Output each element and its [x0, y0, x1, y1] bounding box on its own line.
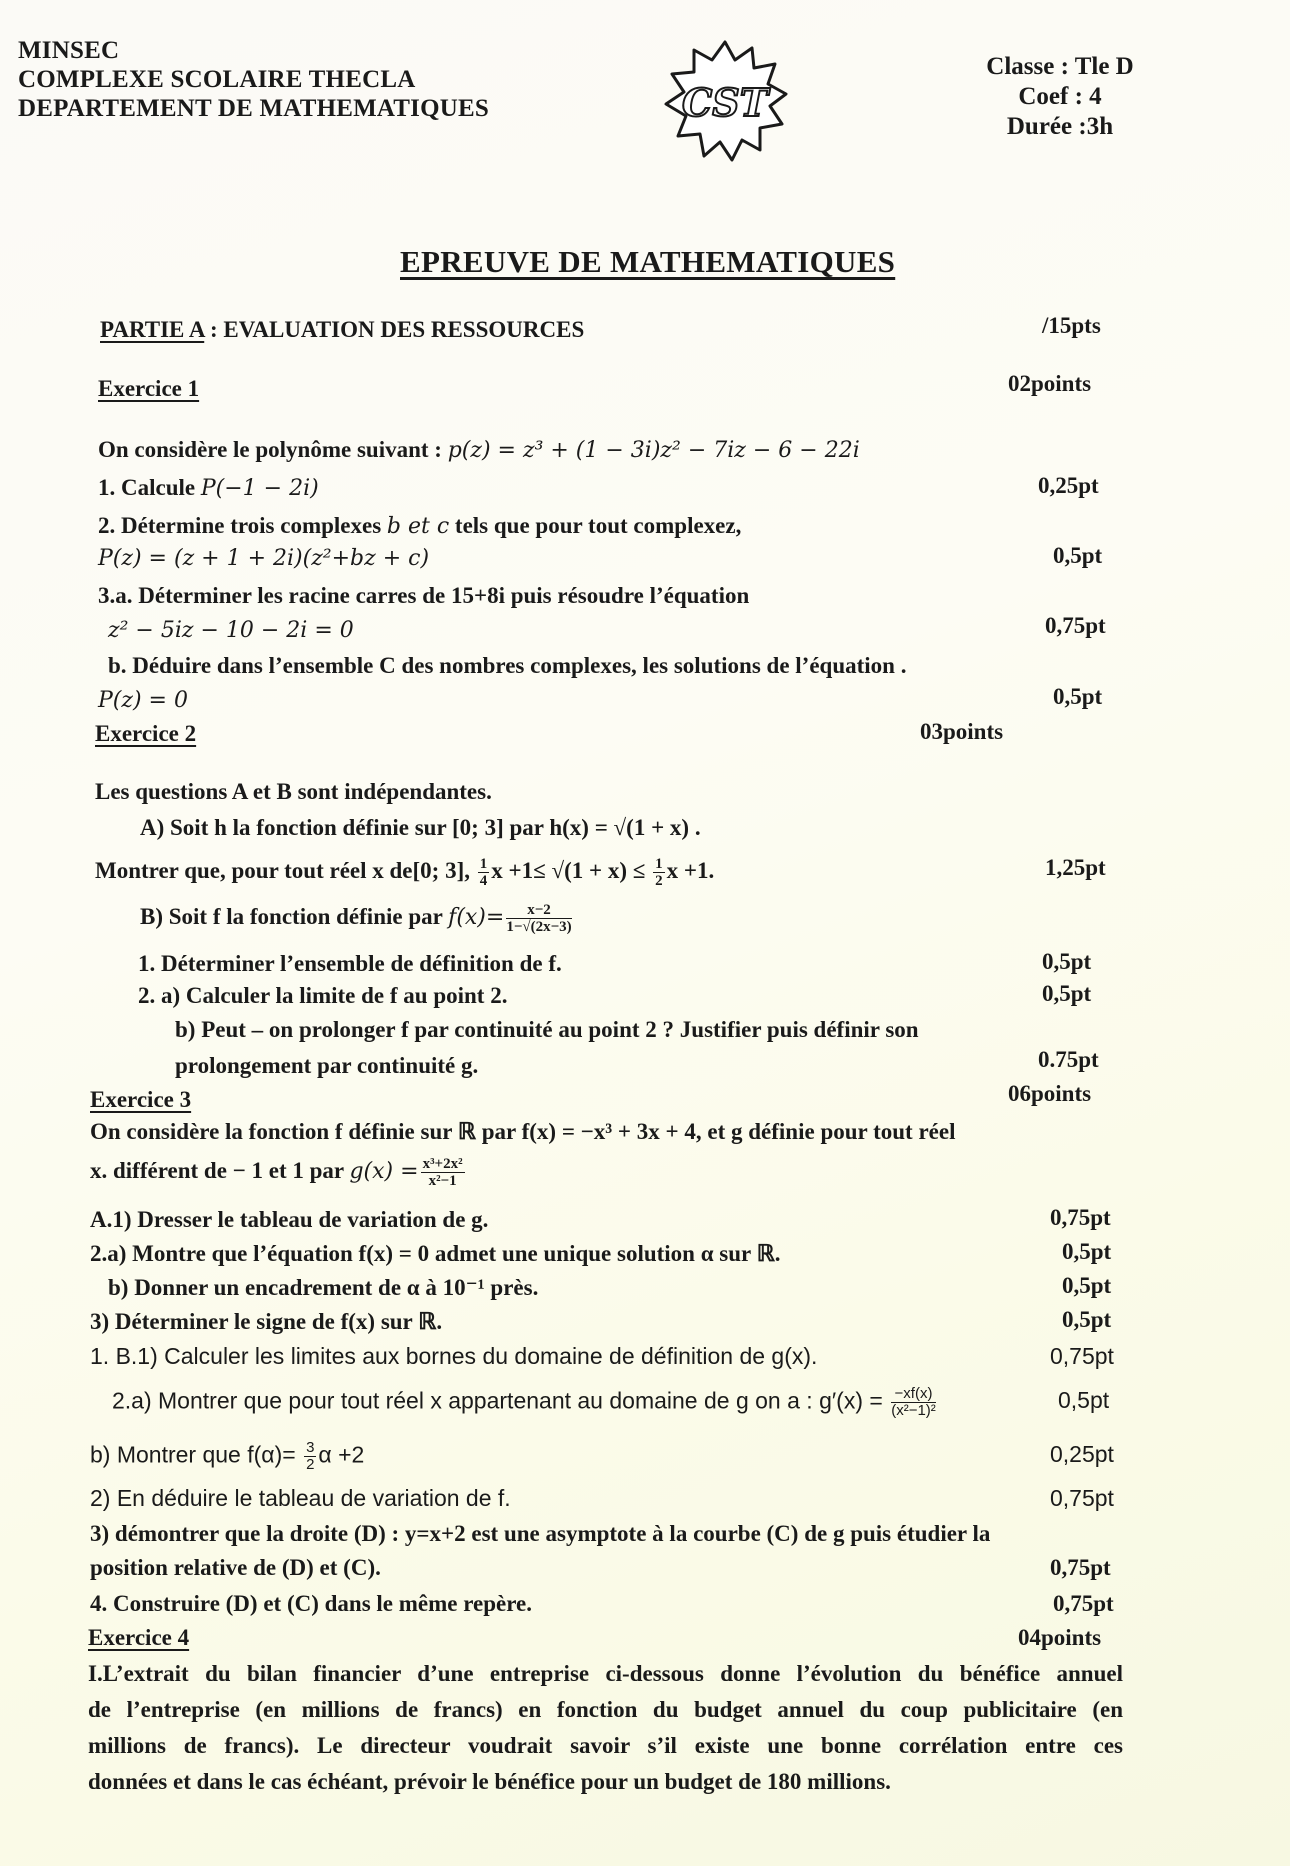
- ex1-q3b-eq: P(z) = 0: [98, 688, 188, 713]
- exercise-1-points: 02points: [1008, 371, 1092, 396]
- class-label: Classe : Tle D: [986, 53, 1134, 80]
- frac-num: x³+2x²: [422, 1156, 463, 1172]
- ex2-b-text: B) Soit f la fonction définie par: [140, 903, 449, 929]
- ex2-part-b: [140, 902, 574, 935]
- frac-num: x−2: [506, 902, 571, 919]
- ex3-item-b3-points: 0,75pt: [1050, 1485, 1114, 1511]
- exercise-2-points: 03points: [920, 719, 1004, 744]
- exercise-3-title: Exercice 3: [90, 1087, 192, 1112]
- ex3-intro-line2: [90, 1156, 467, 1189]
- ex1-q2-text: 2. Détermine trois complexes: [98, 513, 387, 538]
- ex3-b2b-after: α +2: [318, 1441, 365, 1468]
- ex3-item-b2a-points: 0,5pt: [1058, 1387, 1110, 1413]
- ex1-polynomial: p(z) = z³ + (1 − 3i)z² − 7iz − 6 − 22i: [447, 438, 860, 463]
- svg-text:CST: CST: [682, 80, 768, 125]
- ex3-item-b1-points: 0,75pt: [1050, 1343, 1114, 1369]
- frac-num: 1: [479, 856, 488, 872]
- ex4-para-line4: données et dans le cas échéant, prévoir le bénéfice pour un budget de 180 millions.: [88, 1769, 891, 1794]
- fraction: [421, 1156, 465, 1189]
- ex1-q3a: 3.a. Déterminer les racine carres de 15+8i puis résoudre l’équation: [98, 583, 750, 608]
- frac-num: −xf(x): [891, 1386, 936, 1403]
- ex1-q3a-eq: z² − 5iz − 10 − 2i = 0: [108, 618, 354, 643]
- ex2-q2b-line2: prolongement par continuité g.: [175, 1053, 479, 1078]
- ex1-q3b-points: 0,5pt: [1053, 684, 1103, 709]
- ex3-item-b4-points: 0,75pt: [1050, 1555, 1111, 1580]
- fraction: [653, 856, 665, 889]
- fraction: [304, 1440, 316, 1473]
- ex3-item-b2a: [112, 1386, 938, 1419]
- exercise-3-points: 06points: [1008, 1081, 1092, 1106]
- ex1-q1-text: 1. Calcule: [98, 475, 201, 500]
- ex3-b2b-text: b) Montrer que f(α)=: [90, 1441, 303, 1468]
- ex2-a-end: x +1.: [666, 857, 715, 883]
- section-heading: [100, 316, 584, 344]
- ex3-item-a1-points: 0,75pt: [1050, 1205, 1111, 1230]
- ex3-item-a1: A.1) Dresser le tableau de variation de g.: [90, 1207, 489, 1232]
- exercise-4-points: 04points: [1018, 1625, 1102, 1650]
- ex2-q2b-line1: b) Peut – on prolonger f par continuité au point 2 ? Justifier puis définir son: [175, 1017, 919, 1042]
- ex1-q2-rest: tels que pour tout complexez,: [449, 513, 742, 538]
- ex4-para-line1: I.L’extrait du bilan financier d’une entreprise ci-dessous donne l’évolution du bénéfice annuel: [88, 1661, 1123, 1686]
- ex4-para-line3: millions de francs). Le directeur voudrait savoir s’il existe une bonne corrélation entre ces: [88, 1733, 1123, 1758]
- ex2-part-a: A) Soit h la fonction définie sur [0; 3] par h(x) = √(1 + x) .: [140, 815, 701, 840]
- ex2-q2a: 2. a) Calculer la limite de f au point 2.: [138, 983, 508, 1008]
- frac-den: (x²−1)²: [891, 1402, 936, 1419]
- ex3-item-3: 3) Déterminer le signe de f(x) sur ℝ.: [90, 1309, 443, 1334]
- ex1-q3a-equation: [108, 616, 354, 645]
- fraction: [478, 856, 490, 889]
- ex1-intro: [98, 436, 860, 465]
- section-label: PARTIE A: [100, 317, 205, 342]
- frac-num: 1: [655, 856, 663, 872]
- page-title: EPREUVE DE MATHEMATIQUES: [400, 244, 896, 279]
- ex3-b2a-text: 2.a) Montrer que pour tout réel x appartenant au domaine de g on a : g′(x) =: [112, 1387, 890, 1414]
- ex3-item-b2b-points: 0,25pt: [1050, 1441, 1114, 1467]
- frac-den: 2: [306, 1456, 315, 1473]
- ex1-q2-points: 0,5pt: [1053, 543, 1103, 568]
- ex4-para-line2: de l’entreprise (en millions de francs) en fonction du budget annuel du coup publicitaire (en: [88, 1697, 1123, 1722]
- ex3-item-b2b: [90, 1440, 364, 1473]
- ex3-item-2b-points: 0,5pt: [1062, 1273, 1112, 1298]
- ex3-g-eq: g(x) =: [349, 1158, 419, 1184]
- frac-den: 4: [479, 873, 488, 889]
- ex3-intro-line1: On considère la fonction f définie sur ℝ par f(x) = −x³ + 3x + 4, et g définie pour tout réel: [90, 1119, 956, 1144]
- school-logo: [660, 36, 790, 166]
- ex1-q2-equation: [98, 544, 429, 573]
- ex2-a-mid: x +1≤ √(1 + x) ≤: [491, 857, 652, 883]
- ex1-q3a-points: 0,75pt: [1045, 613, 1106, 638]
- ex3-intro2-text: x. différent de − 1 et 1 par: [90, 1157, 350, 1183]
- ex3-item-2a-points: 0,5pt: [1062, 1239, 1112, 1264]
- frac-den: x²−1: [428, 1173, 457, 1189]
- fraction: [506, 902, 571, 935]
- sun-badge-icon: [660, 36, 790, 166]
- fraction: [891, 1386, 936, 1419]
- ex1-q3b-equation: [98, 686, 188, 715]
- exercise-4-title: Exercice 4: [88, 1625, 190, 1650]
- ex1-q2-eq: P(z) = (z + 1 + 2i)(z²+bz + c): [98, 546, 430, 571]
- frac-num: 3: [306, 1439, 315, 1456]
- ex3-item-3-points: 0,5pt: [1062, 1307, 1112, 1332]
- ex2-a-text: Montrer que, pour tout réel x de[0; 3],: [95, 857, 476, 883]
- duration-label: Durée :3h: [1006, 113, 1114, 140]
- ex1-q3b: b. Déduire dans l’ensemble C des nombres complexes, les solutions de l’équation .: [108, 653, 907, 678]
- ex3-item-b1: 1. B.1) Calculer les limites aux bornes du domaine de définition de g(x).: [90, 1343, 818, 1369]
- ex2-part-a-question: [95, 856, 714, 889]
- frac-den: 1−√(2x−3): [506, 919, 572, 935]
- ex2-intro: Les questions A et B sont indépendantes.: [95, 779, 492, 804]
- section-title: : EVALUATION DES RESSOURCES: [204, 317, 585, 342]
- department-name: DEPARTEMENT DE MATHEMATIQUES: [18, 95, 489, 122]
- frac-den: 2: [655, 873, 663, 889]
- ex2-a-points: 1,25pt: [1045, 855, 1106, 880]
- ex3-item-b5: 4. Construire (D) et (C) dans le même repère.: [90, 1591, 532, 1616]
- ministry-label: MINSEC: [18, 37, 120, 64]
- section-points: /15pts: [1042, 313, 1101, 338]
- ex1-q2: [98, 512, 741, 541]
- ex3-item-2a: 2.a) Montre que l’équation f(x) = 0 admet une unique solution α sur ℝ.: [90, 1241, 781, 1266]
- ex1-intro-text: On considère le polynôme suivant :: [98, 437, 448, 462]
- ex1-q1-points: 0,25pt: [1038, 473, 1099, 498]
- exercise-2-title: Exercice 2: [95, 721, 197, 746]
- ex1-q1: [98, 474, 319, 503]
- ex3-item-b4-line2: position relative de (D) et (C).: [90, 1555, 381, 1580]
- ex3-item-b5-points: 0,75pt: [1053, 1591, 1114, 1616]
- ex3-item-2b: b) Donner un encadrement de α à 10⁻¹ près.: [108, 1275, 539, 1300]
- ex3-item-b3: 2) En déduire le tableau de variation de f.: [90, 1485, 511, 1511]
- ex2-b-fx: f(x)=: [448, 904, 505, 930]
- ex2-q2b-points: 0.75pt: [1038, 1047, 1099, 1072]
- ex2-q1: 1. Déterminer l’ensemble de définition de f.: [138, 951, 562, 976]
- ex2-q2a-points: 0,5pt: [1042, 981, 1092, 1006]
- school-name: COMPLEXE SCOLAIRE THECLA: [18, 66, 416, 93]
- ex1-q1-math: P(−1 − 2i): [200, 476, 319, 501]
- exercise-1-title: Exercice 1: [98, 376, 200, 401]
- ex2-q1-points: 0,5pt: [1042, 949, 1092, 974]
- ex3-item-b4-line1: 3) démontrer que la droite (D) : y=x+2 est une asymptote à la courbe (C) de g puis étudier la: [90, 1521, 991, 1546]
- coef-label: Coef : 4: [1018, 83, 1102, 110]
- ex1-q2-math: b et c: [386, 514, 450, 539]
